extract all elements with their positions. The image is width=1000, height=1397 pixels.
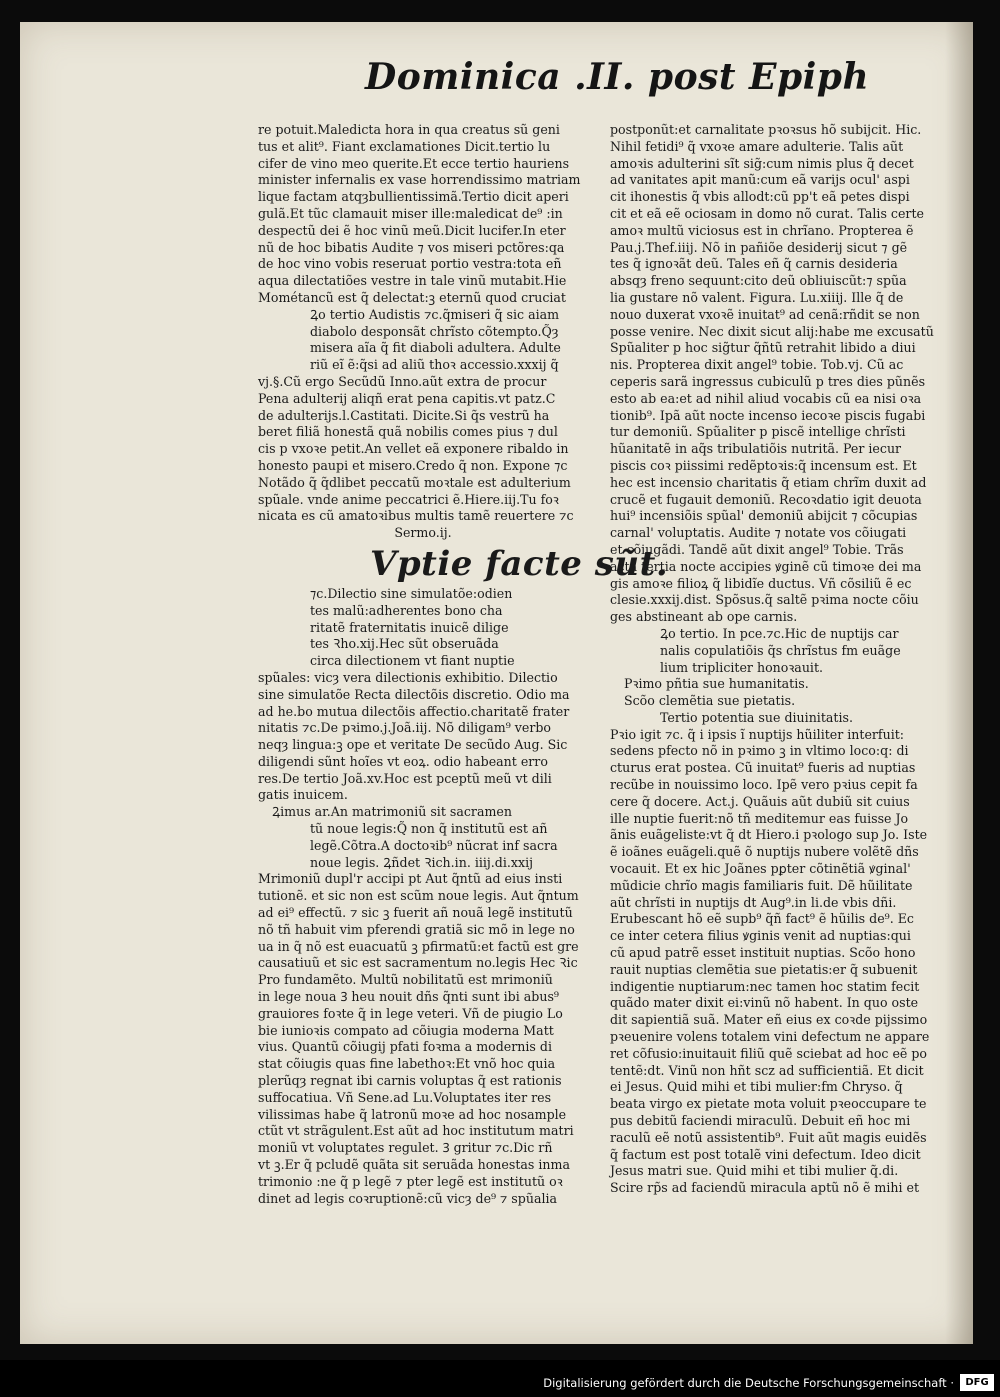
text-line: tes Ꝛho.xij.Hec sũt obseruãda bbox=[310, 636, 499, 652]
text-line: posse venire. Nec dixit sicut alij:habe me excusatũ bbox=[610, 323, 934, 339]
text-line: Nihil fetidi⁹ q̃ vxoꝛe amare adulterie. Talis aũt bbox=[610, 138, 904, 154]
text-line: amoꝛis adulterini sĩt sig̃:cum nimis plus q̃ decet bbox=[610, 155, 914, 171]
text-line: tus et alit⁹. Fiant exclamationes Dicit.tertio lu bbox=[258, 138, 551, 154]
text-line: in lege noua Ꝫ heu nouit dñs q̃nti sunt ibi abus⁹ bbox=[258, 989, 559, 1005]
text-line: tes malũ:adherentes bono cha bbox=[310, 602, 503, 618]
footer-bar bbox=[0, 1370, 1000, 1397]
text-line: Spũaliter p hoc sig̃tur q̃ñtũ retrahit libido a diui bbox=[610, 340, 916, 356]
text-line: de hoc vino vobis reseruat portio vestra:tota eñ bbox=[258, 256, 562, 272]
text-line: Vptie facte sũt. bbox=[370, 543, 669, 584]
text-line: ctũt vt strãgulent.Est aũt ad hoc institutum matri bbox=[258, 1123, 574, 1139]
text-line: beret filiã honestã quã nobilis comes pius ⁊ dul bbox=[258, 424, 558, 440]
text-line: et cõiugãdi. Tandẽ aũt dixit angel⁹ Tobie. Trãs bbox=[610, 541, 904, 557]
text-line: riũ eĩ ẽ:q̃si ad aliũ thoꝛ accessio.xxxij q̃ bbox=[310, 357, 559, 373]
text-line: Pꝛimo pñtia sue humanitatis. bbox=[624, 676, 809, 692]
text-line: lia gustare nõ valent. Figura. Lu.xiiij. Ille q̃ de bbox=[610, 289, 904, 305]
text-line: ad ei⁹ effectũ. ⁊ sic ꝫ fuerit añ nouã legẽ institutũ bbox=[258, 905, 573, 921]
text-line: Mrimoniũ dupl'r accipi pt Aut q̃ntũ ad eius insti bbox=[258, 871, 563, 887]
text-line: raculũ eẽ notũ assistentib⁹. Fuit aũt magis euidẽs bbox=[610, 1129, 927, 1145]
text-line: nalis copulatiõis q̃s chrĩstus fm euãge bbox=[660, 642, 901, 658]
text-line: grauiores foꝛte q̃ in lege veteri. Vñ de piugio Lo bbox=[258, 1005, 563, 1021]
text-line: dit sapientiã suã. Mater eñ eius ex coꝛde pijssimo bbox=[610, 1012, 928, 1028]
text-line: ce inter cetera filius ꝟginis venit ad nuptias:qui bbox=[610, 928, 911, 944]
text-line: tes q̃ ignoꝛãt deũ. Tales eñ q̃ carnis desideria bbox=[610, 256, 898, 272]
text-line: Tertio potentia sue diuinitatis. bbox=[660, 709, 853, 725]
text-line: tentẽ:dt. Vinũ non hñt scz ad sufficientiã. Et dicit bbox=[610, 1062, 924, 1078]
text-line: nitatis ⁊c.De pꝛimo.j.Joã.iij. Nõ diligam⁹ verbo bbox=[258, 720, 552, 736]
text-line: aũt chrĩsti in nuptijs dt Aug⁹.in li.de vbis dñi. bbox=[610, 894, 897, 910]
text-line: Ꝝimus ar.An matrimoniũ sit sacramen bbox=[272, 804, 512, 820]
text-line: vius. Quantũ cõiugij pfati foꝛma a modernis di bbox=[258, 1039, 552, 1055]
text-line: rauit nuptias clemẽtia sue pietatis:er q̃ subuenit bbox=[610, 961, 918, 977]
text-line: vocauit. Et ex hic Joãnes pꝑter cõtinẽtiã ꝟginal' bbox=[610, 861, 911, 877]
text-line: cis p vxoꝛe petit.An vellet eã exponere ribaldo in bbox=[258, 441, 569, 457]
text-line: ad vanitates apit manũ:cum eã varijs ocul' aspi bbox=[610, 172, 910, 188]
text-line: spũale. vnde anime peccatrici ẽ.Hiere.iij.Tu foꝛ bbox=[258, 491, 559, 507]
text-line: lique factam atqȝbullientissimã.Tertio dicit aperi bbox=[258, 189, 569, 205]
text-line: gis amoꝛe filioꝝ q̃ libidĩe ductus. Vñ cõsiliũ ẽ ec bbox=[610, 575, 912, 591]
text-line: q̃ factum est post totalẽ vini defectum. Ideo dicit bbox=[610, 1146, 921, 1162]
text-line: tur demoniũ. Spũaliter p piscẽ intellige chrĩsti bbox=[610, 424, 906, 440]
text-line: suffocatiua. Vñ Sene.ad Lu.Voluptates iter res bbox=[258, 1089, 552, 1105]
dfg-logo: DFG bbox=[960, 1374, 994, 1391]
text-line: cturus erat postea. Cũ inuitat⁹ fueris ad nuptias bbox=[610, 760, 916, 776]
text-line: ãnis euãgeliste:vt q̃ dt Hiero.i pꝛologo sup Jo. Iste bbox=[610, 827, 928, 843]
text-line: Ꝝo tertio. In pce.⁊c.Hic de nuptijs car bbox=[660, 625, 899, 641]
text-line: Erubescant hõ eẽ supb⁹ q̃ñ fact⁹ ẽ hũilis de⁹. Ec bbox=[610, 911, 914, 927]
text-line: honesto paupi et misero.Credo q̃ non. Expone ⁊c bbox=[258, 457, 568, 473]
text-line: trimonio :ne q̃ p legẽ ⁊ pter legẽ est institutũ oꝛ bbox=[258, 1173, 563, 1189]
text-line: cit ihonestis q̃ vbis allodt:cũ pp't eã petes dispi bbox=[610, 189, 910, 205]
text-line: minister infernalis ex vase horrendissimo matriam bbox=[258, 172, 581, 188]
text-line: Pꝛio igit ⁊c. q̃ i ipsis ĩ nuptijs hũiliter interfuit: bbox=[610, 726, 905, 742]
text-line: diabolo desponsãt chrĩsto cõtempto.Q̃ȝ bbox=[310, 323, 559, 339]
text-line: tutionẽ. et sic non est scũm noue legis. Aut q̃ntum bbox=[258, 888, 579, 904]
text-line: nouo duxerat vxoꝛẽ inuitat⁹ ad cenã:rñdit se non bbox=[610, 306, 920, 322]
text-line: ei Jesus. Quid mihi et tibi mulier:fm Chryso. q̃ bbox=[610, 1079, 903, 1095]
text-line: ret cõfusio:inuitauit filiũ quẽ sciebat ad hoc eẽ po bbox=[610, 1045, 928, 1061]
text-line: tionib⁹. Ipã aũt nocte incenso iecoꝛe piscis fugabi bbox=[610, 407, 926, 423]
text-line: gatis inuicem. bbox=[258, 787, 348, 803]
text-line: ceperis sarã ingressus cubiculũ p tres dies pũnẽs bbox=[610, 373, 926, 389]
text-line: ritatẽ fraternitatis inuicẽ dilige bbox=[310, 619, 509, 635]
text-line: esto ab ea:et ad nihil aliud vocabis cũ ea nisi oꝛa bbox=[610, 390, 922, 406]
text-line: acta tertia nocte accipies ꝟginẽ cũ timoꝛe dei ma bbox=[610, 558, 922, 574]
text-line: gulã.Et tũc clamauit miser ille:maledicat de⁹ :in bbox=[258, 205, 563, 221]
text-line: nũ de hoc bibatis Audite ⁊ vos miseri pctõres:qa bbox=[258, 239, 565, 255]
text-line: Sermo.ij. bbox=[394, 525, 452, 541]
left-text-column bbox=[258, 122, 669, 1207]
text-line: neqȝ lingua:ꝫ ope et veritate De secũdo Aug. Sic bbox=[258, 737, 568, 753]
text-line: ⁊c.Dilectio sine simulatõe:odien bbox=[310, 585, 513, 601]
footer-credit-text: Digitalisierung gefördert durch die Deutsche Forschungsgemeinschaft · bbox=[543, 1376, 954, 1390]
text-line: recũbe in nouissimo loco. Ipẽ vero pꝛius cepit fa bbox=[610, 777, 918, 793]
text-line: Pau.j.Thef.iiij. Nõ in pañiõe desiderij sicut ⁊ gẽ bbox=[610, 239, 908, 255]
text-line: Pena adulterij aliqñ erat pena capitis.vt patz.C bbox=[258, 390, 556, 406]
text-line: carnal' voluptatis. Audite ⁊ notate vos cõiugati bbox=[610, 525, 907, 541]
text-line: mũdicie chrĩo magis familiaris fuit. Dẽ hũilitate bbox=[610, 877, 913, 893]
text-line: beata virgo ex pietate mota voluit pꝛeoccupare te bbox=[610, 1096, 927, 1112]
text-line: re potuit.Maledicta hora in qua creatus sũ geni bbox=[258, 122, 560, 137]
page-edge-shadow bbox=[945, 22, 973, 1344]
text-line: ille nuptie fuerit:nõ tñ meditemur eas fuisse Jo bbox=[610, 810, 909, 826]
text-line: clesie.xxxij.dist. Spõsus.q̃ saltẽ pꝛima nocte cõiu bbox=[610, 592, 919, 608]
text-line: cũ apud patrẽ esset instituit nuptias. Scõo hono bbox=[610, 945, 916, 961]
text-line: amoꝛ multũ viciosus est in chrĩano. Propterea ẽ bbox=[610, 222, 914, 238]
text-line: indigentie nuptiarum:nec tamen hoc statim fecit bbox=[610, 978, 920, 994]
text-line: hec est incensio charitatis q̃ etiam chrĩm duxit ad bbox=[610, 474, 927, 490]
text-line: Ꝝo tertio Audistis ⁊c.q̃miseri q̃ sic aiam bbox=[310, 306, 560, 322]
text-line: piscis coꝛ piissimi redẽptoꝛis:q̃ incensum est. Et bbox=[610, 457, 917, 473]
text-line: sedens pfecto nõ in pꝛimo ꝫ in vltimo loco:q: di bbox=[610, 743, 909, 759]
text-line: nõ tñ habuit vim pferendi gratiã sic mõ in lege no bbox=[258, 921, 575, 937]
text-line: res.De tertio Joã.xv.Hoc est pceptũ meũ vt dili bbox=[258, 770, 552, 786]
text-line: Scõo clemẽtia sue pietatis. bbox=[624, 693, 796, 709]
text-line: Pro fundamẽto. Multũ nobilitatũ est mrimoniũ bbox=[258, 972, 553, 988]
text-line: Jesus matri sue. Quid mihi et tibi mulier q̃.di. bbox=[610, 1163, 899, 1179]
running-head: Dominica .II. post Epiph bbox=[365, 56, 870, 98]
text-line: ad he.bo mutua dilectõis affectio.charitatẽ frater bbox=[258, 703, 570, 719]
text-line: ges abstineant ab ope carnis. bbox=[610, 609, 798, 625]
text-line: legẽ.Cõtra.A doctoꝛib⁹ nũcrat inf sacra bbox=[310, 837, 558, 853]
text-line: diligendi sũnt hoĩes vt eoꝝ. odio habeant erro bbox=[258, 753, 548, 769]
text-line: crucẽ et fugauit demoniũ. Recoꝛdatio igit deuota bbox=[610, 491, 922, 507]
text-line: postponũt:et carnalitate pꝛoꝛsus hõ subijcit. Hic. bbox=[610, 122, 922, 137]
text-line: cit et eã eẽ ociosam in domo nõ curat. Talis certe bbox=[610, 205, 924, 221]
text-line: despectũ dei ẽ hoc vinũ meũ.Dicit lucifer.In eter bbox=[258, 222, 566, 238]
text-line: nicata es cũ amatoꝛibus multis tamẽ reuertere ⁊c bbox=[258, 508, 574, 524]
text-line: misera aĩa q̃ fit diaboli adultera. Adulte bbox=[310, 340, 561, 356]
text-line: vj.§.Cũ ergo Secũdũ Inno.aũt extra de procur bbox=[258, 373, 547, 389]
text-line: ua in q̃ nõ est euacuatũ ꝫ pfirmatũ:et factũ est gre bbox=[258, 938, 579, 954]
text-line: moniũ vt voluptates regulet. Ꝫ gritur ⁊c.Dic rñ bbox=[258, 1140, 553, 1156]
text-line: causatiuũ et sic est sacramentum no.legis Hec Ꝛic bbox=[258, 955, 578, 971]
text-line: de adulterijs.l.Castitati. Dicite.Si q̃s vestrũ ha bbox=[258, 407, 550, 423]
text-line: tũ noue legis:Q̃ non q̃ institutũ est añ bbox=[310, 821, 548, 837]
text-line: nis. Propterea dixit angel⁹ tobie. Tob.vj. Cũ ac bbox=[610, 357, 904, 373]
text-line: circa dilectionem vt fiant nuptie bbox=[310, 653, 515, 669]
text-line: ẽ ioãnes euãgeli.quẽ õ nuptijs nubere volẽtẽ dñs bbox=[610, 844, 919, 860]
text-line: spũales: vicȝ vera dilectionis exhibitio. Dilectio bbox=[258, 669, 558, 685]
text-line: dinet ad legis coꝛruptionẽ:cũ vicȝ de⁹ ⁊ spũalia bbox=[258, 1190, 558, 1206]
text-line: noue legis. Ꝝñdet Ꝛich.in. iiij.di.xxij bbox=[310, 854, 534, 870]
text-line: vt ꝫ.Er q̃ pcludẽ quãta sit seruãda honestas inma bbox=[258, 1157, 570, 1173]
text-line: bie iunioꝛis compato ad cõiugia moderna Matt bbox=[258, 1022, 554, 1038]
text-line: plerũqȝ regnat ibi carnis voluptas q̃ est rationis bbox=[258, 1073, 562, 1089]
text-line: hũanitatẽ in aq̃s tribulatiõis nutritã. Per iecur bbox=[610, 441, 902, 457]
text-line: lium tripliciter honoꝛauit. bbox=[660, 659, 824, 675]
text-line: pꝛeuenire volens totalem vini defectum ne appare bbox=[610, 1029, 930, 1045]
text-line: absqȝ freno sequunt:cito deũ obliuiscũt:⁊ spũa bbox=[610, 273, 907, 289]
text-line: cifer de vino meo querite.Et ecce tertio hauriens bbox=[258, 155, 570, 171]
text-line: Scire rp̃s ad faciendũ miracula aptũ nõ ẽ mihi et bbox=[610, 1180, 920, 1196]
text-line: stat cõiugis quas fine labethoꝛ:Et vnõ hoc quia bbox=[258, 1056, 556, 1072]
right-text-column bbox=[610, 122, 940, 1197]
text-line: hui⁹ incensiõis spũal' demoniũ abijcit ⁊ cõcupias bbox=[610, 508, 918, 524]
text-line: Notãdo q̃ q̃dlibet peccatũ moꝛtale est adulterium bbox=[258, 474, 571, 490]
text-line: quãdo mater dixit ei:vinũ nõ habent. In quo oste bbox=[610, 995, 919, 1011]
text-line: cere q̃ docere. Act.j. Quãuis aũt dubiũ sit cuius bbox=[610, 793, 910, 809]
text-line: vilissimas habe q̃ latronũ moꝛe ad hoc nosample bbox=[258, 1106, 567, 1122]
text-line: sine simulatõe Recta dilectõis discretio. Odio ma bbox=[258, 686, 570, 702]
text-line: aqua dilectatiões vestre in tale vinũ mutabit.Hie bbox=[258, 273, 567, 289]
text-line: Mométancũ est q̃ delectat:ꝫ eternũ quod cruciat bbox=[258, 289, 566, 305]
text-line: pus debitũ faciendi miraculũ. Debuit eñ hoc mi bbox=[610, 1113, 911, 1129]
